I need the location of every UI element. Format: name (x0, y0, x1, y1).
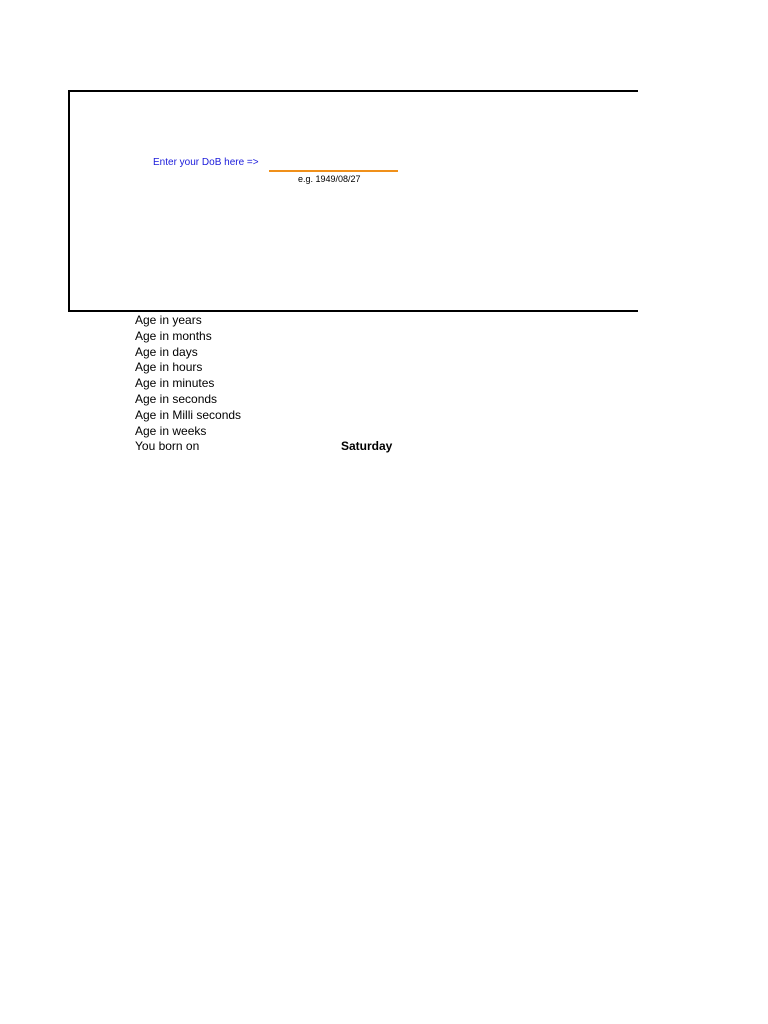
result-label: Age in minutes (135, 376, 215, 391)
result-row-minutes (135, 376, 535, 392)
result-label: Age in hours (135, 360, 203, 375)
result-label: Age in years (135, 313, 202, 327)
input-box-border (68, 90, 638, 312)
dob-prompt-label: Enter your DoB here => (153, 157, 259, 168)
result-label: You born on (135, 439, 200, 454)
result-row-months (135, 329, 535, 345)
result-row-weeks (135, 424, 535, 440)
dob-example-hint: e.g. 1949/08/27 (298, 174, 361, 184)
result-row-days (135, 345, 535, 361)
birth-weekday-value: Saturday (341, 439, 393, 454)
result-label: Age in weeks (135, 423, 207, 438)
result-row-seconds (135, 392, 535, 408)
result-label: Age in seconds (135, 391, 218, 406)
dob-input[interactable] (269, 156, 398, 172)
result-row-born-on (135, 439, 535, 455)
result-label: Age in days (135, 344, 198, 359)
results-list (135, 313, 535, 455)
result-label: Age in Milli seconds (135, 407, 242, 422)
result-row-hours (135, 360, 535, 376)
result-label: Age in months (135, 328, 212, 343)
result-row-milliseconds (135, 408, 535, 424)
result-row-years (135, 313, 535, 329)
